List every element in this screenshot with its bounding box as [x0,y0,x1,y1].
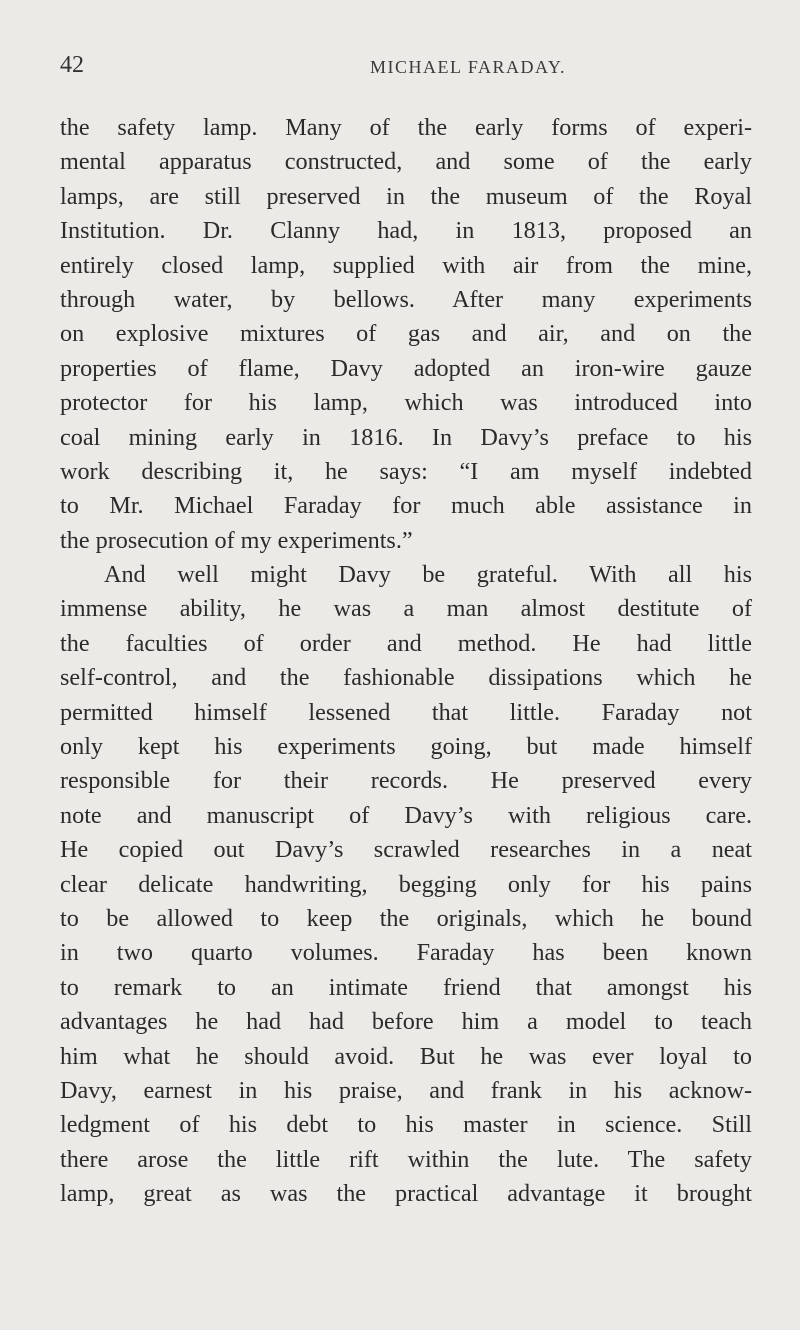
text-line: there arose the little rift within the lute. The safety [60,1145,752,1173]
text-line-paragraph-end: the prosecution of my experiments.” [60,526,413,554]
text-line: clear delicate handwriting, begging only for his pains [60,870,752,898]
text-line: Institution. Dr. Clanny had, in 1813, proposed an [60,217,752,245]
text-line: in two quarto volumes. Faraday has been known [60,939,752,967]
text-line: through water, by bellows. After many experiments [60,285,752,313]
text-line: permitted himself lessened that little. Faraday not [60,698,752,726]
text-line: immense ability, he was a man almost destitute of [60,595,752,623]
text-line: him what he should avoid. But he was ever loyal to [60,1042,752,1070]
text-line: lamps, are still preserved in the museum of the Royal [60,182,752,210]
text-line: He copied out Davy’s scrawled researches in a neat [60,836,752,864]
page-header [60,52,750,82]
text-line: note and manuscript of Davy’s with religious care. [60,801,752,829]
text-line: to remark to an intimate friend that amongst his [60,973,752,1001]
text-line: entirely closed lamp, supplied with air from the mine, [60,251,752,279]
text-line: ledgment of his debt to his master in science. Still [60,1111,752,1139]
text-line: advantages he had had before him a model to teach [60,1008,752,1036]
body-text [60,111,752,1212]
text-line: only kept his experiments going, but made himself [60,733,752,761]
text-line: to be allowed to keep the originals, which he bound [60,904,752,932]
page-number: 42 [60,52,84,78]
text-line: on explosive mixtures of gas and air, and on the [60,320,752,348]
text-line-paragraph-start: And well might Davy be grateful. With all his [104,561,752,589]
running-head: MICHAEL FARADAY. [370,57,567,77]
text-line: Davy, earnest in his praise, and frank in his acknow- [60,1076,752,1104]
text-line: protector for his lamp, which was introduced into [60,389,752,417]
text-line: mental apparatus constructed, and some of the early [60,148,752,176]
text-line: work describing it, he says: “I am myself indebted [60,457,752,485]
text-line: to Mr. Michael Faraday for much able assistance in [60,492,752,520]
text-line: the safety lamp. Many of the early forms of experi- [60,114,752,141]
text-line: coal mining early in 1816. In Davy’s preface to his [60,423,752,451]
text-line: lamp, great as was the practical advantage it brought [60,1180,752,1208]
text-line: properties of flame, Davy adopted an iron-wire gauze [60,354,752,382]
text-line: self-control, and the fashionable dissipations which he [60,664,752,692]
text-line: responsible for their records. He preserved every [60,767,752,795]
text-line: the faculties of order and method. He had little [60,629,752,657]
